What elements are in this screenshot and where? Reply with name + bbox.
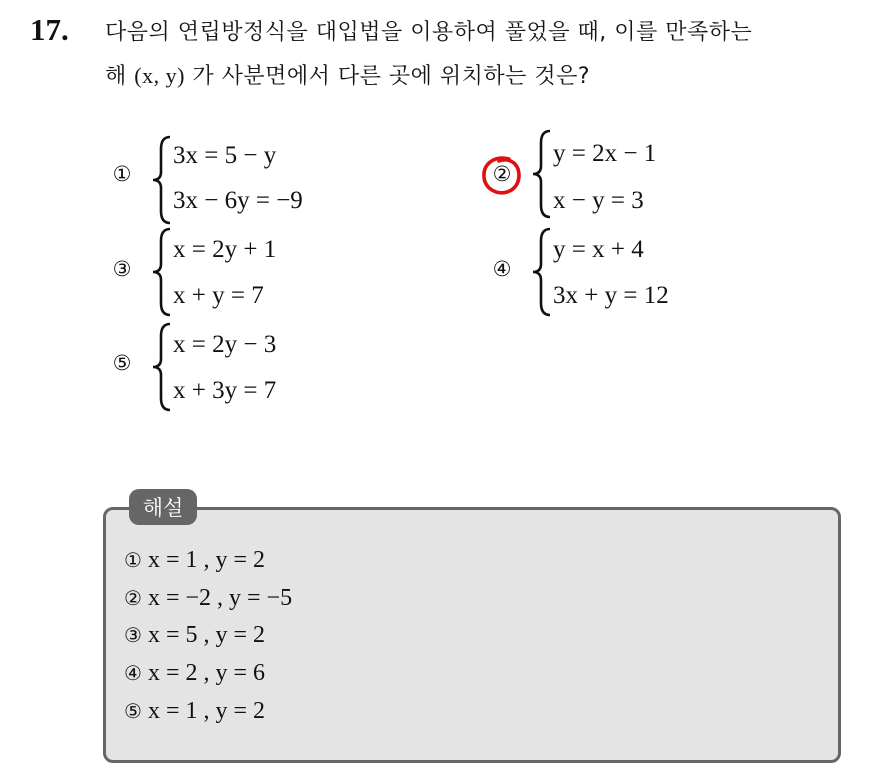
question-text-line1: 다음의 연립방정식을 대입법을 이용하여 풀었을 때, 이를 만족하는 xyxy=(105,20,753,45)
brace-icon xyxy=(150,321,174,413)
choice-number: ④ xyxy=(492,257,512,281)
explanation-number: ① xyxy=(124,548,142,572)
explanation-line xyxy=(124,698,265,725)
answer-mark-icon xyxy=(479,153,525,199)
choice-number: ③ xyxy=(112,257,132,281)
equation-2: 3x + y = 12 xyxy=(553,282,669,309)
explanation-number: ③ xyxy=(124,623,142,647)
explanation-line xyxy=(124,660,265,687)
explanation-text: x = 1 , y = 2 xyxy=(147,698,266,724)
equation-1: x = 2y − 3 xyxy=(173,331,277,358)
choice-number: ② xyxy=(492,162,512,186)
explanation-number: ② xyxy=(124,586,142,610)
explanation-line xyxy=(124,585,292,612)
explanation-title: 해설 xyxy=(129,489,197,525)
equation-2: x + y = 7 xyxy=(173,282,264,309)
equation-2: x + 3y = 7 xyxy=(173,377,277,404)
choice-number: ⑤ xyxy=(112,351,132,375)
equation-1: y = x + 4 xyxy=(553,236,644,263)
question-number: 17. xyxy=(30,12,69,47)
explanation-text: x = 5 , y = 2 xyxy=(147,622,266,648)
choice-number: ① xyxy=(112,162,132,186)
equation-2: x − y = 3 xyxy=(553,187,644,214)
equation-1: 3x = 5 − y xyxy=(173,142,277,169)
explanation-text: x = −2 , y = −5 xyxy=(147,585,293,611)
question-text-suffix: 가 사분면에서 다른 곳에 위치하는 것은? xyxy=(192,64,591,89)
question-text-prefix: 해 xyxy=(105,64,127,89)
equation-1: y = 2x − 1 xyxy=(553,140,657,167)
explanation-text: x = 1 , y = 2 xyxy=(147,547,266,573)
explanation-line xyxy=(124,622,265,649)
explanation-number: ④ xyxy=(124,661,142,685)
question-text-line2 xyxy=(105,59,590,90)
equation-1: x = 2y + 1 xyxy=(173,236,277,263)
explanation-text: x = 2 , y = 6 xyxy=(147,660,266,686)
brace-icon xyxy=(150,134,174,226)
brace-icon xyxy=(530,226,554,318)
brace-icon xyxy=(150,226,174,318)
question-math-xy: (x, y) xyxy=(134,63,185,88)
explanation-number: ⑤ xyxy=(124,699,142,723)
brace-icon xyxy=(530,128,554,220)
equation-2: 3x − 6y = −9 xyxy=(173,187,303,214)
explanation-line xyxy=(124,547,265,574)
